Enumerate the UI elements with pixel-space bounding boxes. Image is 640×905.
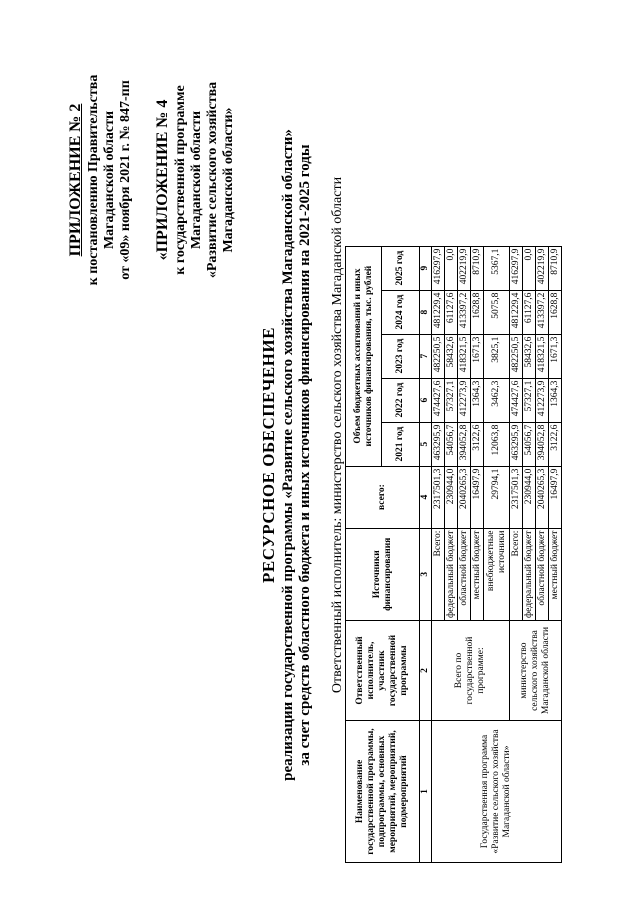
- inner-appendix-title: «ПРИЛОЖЕНИЕ № 4: [154, 99, 171, 261]
- responsible-executor: Ответственный исполнитель: министерство сельского хозяйства Магаданской области: [330, 176, 345, 694]
- header-year: 2025 год: [382, 246, 420, 290]
- header-year: 2024 год: [382, 290, 420, 334]
- funding-source: федеральный бюджет: [523, 528, 536, 620]
- value-cell: 413397,2: [458, 290, 471, 334]
- header-source: Источники финансирования: [346, 528, 420, 620]
- value-cell: 5367,1: [484, 246, 510, 290]
- value-cell: 12063,8: [484, 422, 510, 466]
- value-cell: 230944,0: [445, 466, 458, 528]
- value-cell: 57327,1: [523, 378, 536, 422]
- column-number: 6: [420, 378, 432, 422]
- value-cell: 394052,8: [536, 422, 549, 466]
- value-cell: 463295,9: [510, 422, 523, 466]
- column-number: 9: [420, 246, 432, 290]
- funding-source: Всего:: [510, 528, 523, 620]
- inner-appendix-line: «Развитие сельского хозяйства: [205, 81, 220, 279]
- value-cell: 418321,5: [536, 334, 549, 378]
- column-number: 5: [420, 422, 432, 466]
- appendix-line: от «09» ноября 2021 г. № 847-пп: [118, 80, 133, 280]
- value-cell: 2040265,3: [536, 466, 549, 528]
- value-cell: 3122,6: [549, 422, 562, 466]
- value-cell: 61127,6: [523, 290, 536, 334]
- value-cell: 8710,9: [471, 246, 484, 290]
- funding-source: местный бюджет: [549, 528, 562, 620]
- value-cell: 481229,4: [510, 290, 523, 334]
- appendix-block: [68, 40, 134, 320]
- column-number: 4: [420, 466, 432, 528]
- value-cell: 29794,1: [484, 466, 510, 528]
- header-executor: Ответственный исполнитель, участник государственной программы: [346, 621, 420, 721]
- column-number: 2: [420, 621, 432, 721]
- column-number: 3: [420, 528, 432, 620]
- value-cell: 16497,9: [471, 466, 484, 528]
- value-cell: 3462,3: [484, 378, 510, 422]
- header-name: Наименование государственной программы, подпрограммы, основных мероприятий, мероприятий, подмероприятий: [346, 721, 420, 863]
- value-cell: 474427,6: [510, 378, 523, 422]
- document-title: [260, 45, 314, 865]
- funding-source: местный бюджет: [471, 528, 484, 620]
- title-heading: РЕСУРСНОЕ ОБЕСПЕЧЕНИЕ: [259, 327, 278, 583]
- value-cell: 3122,6: [471, 422, 484, 466]
- value-cell: 1671,3: [471, 334, 484, 378]
- header-funding-group: Объем бюджетных ассигнований и иных источников финансирования, тыс. рублей: [346, 246, 382, 466]
- value-cell: 230944,0: [523, 466, 536, 528]
- title-line: за счет средств областного бюджета и иных источников финансирования на 2021-2025 годы: [297, 144, 313, 766]
- value-cell: 54056,7: [523, 422, 536, 466]
- value-cell: 402219,9: [536, 246, 549, 290]
- value-cell: 58432,6: [445, 334, 458, 378]
- value-cell: 1628,8: [549, 290, 562, 334]
- value-cell: 418321,5: [458, 334, 471, 378]
- value-cell: 2040265,3: [458, 466, 471, 528]
- resource-table: [345, 246, 562, 863]
- header-total: всего:: [346, 466, 420, 528]
- executor-cell: министерство сельского хозяйства Магаданской области: [510, 621, 562, 721]
- value-cell: 1628,8: [471, 290, 484, 334]
- value-cell: 8710,9: [549, 246, 562, 290]
- value-cell: 0,0: [523, 246, 536, 290]
- value-cell: 0,0: [445, 246, 458, 290]
- column-number: 1: [420, 721, 432, 863]
- value-cell: 412273,9: [458, 378, 471, 422]
- value-cell: 57327,1: [445, 378, 458, 422]
- value-cell: 3825,1: [484, 334, 510, 378]
- inner-appendix-line: к государственной программе: [173, 85, 188, 275]
- value-cell: 481229,4: [432, 290, 445, 334]
- header-year: 2022 год: [382, 378, 420, 422]
- value-cell: 16497,9: [549, 466, 562, 528]
- value-cell: 402219,9: [458, 246, 471, 290]
- value-cell: 482250,5: [510, 334, 523, 378]
- inner-appendix-line: Магаданской области»: [221, 107, 236, 253]
- value-cell: 412273,9: [536, 378, 549, 422]
- value-cell: 61127,6: [445, 290, 458, 334]
- value-cell: 54056,7: [445, 422, 458, 466]
- appendix-title: ПРИЛОЖЕНИЕ № 2: [67, 103, 84, 257]
- value-cell: 463295,9: [432, 422, 445, 466]
- column-number: 8: [420, 290, 432, 334]
- value-cell: 1671,3: [549, 334, 562, 378]
- title-line: реализации государственной программы «Развитие сельского хозяйства Магаданской области»: [280, 129, 296, 781]
- funding-source: областной бюджет: [536, 528, 549, 620]
- value-cell: 5075,8: [484, 290, 510, 334]
- value-cell: 58432,6: [523, 334, 536, 378]
- header-year: 2021 год: [382, 422, 420, 466]
- appendix-line: к постановлению Правительства: [86, 74, 101, 286]
- inner-appendix-block: [155, 40, 237, 320]
- column-number: 7: [420, 334, 432, 378]
- funding-source: областной бюджет: [458, 528, 471, 620]
- value-cell: 1364,3: [549, 378, 562, 422]
- inner-appendix-line: Магаданской области: [189, 110, 204, 250]
- value-cell: 416297,9: [432, 246, 445, 290]
- value-cell: 1364,3: [471, 378, 484, 422]
- value-cell: 2317501,3: [510, 466, 523, 528]
- value-cell: 474427,6: [432, 378, 445, 422]
- value-cell: 2317501,3: [432, 466, 445, 528]
- funding-source: федеральный бюджет: [445, 528, 458, 620]
- funding-source: внебюджетные источники: [484, 528, 510, 620]
- header-year: 2023 год: [382, 334, 420, 378]
- funding-source: Всего:: [432, 528, 445, 620]
- program-name-cell: Государственная программа «Развитие сельского хозяйства Магаданской области»: [432, 721, 562, 863]
- value-cell: 394052,8: [458, 422, 471, 466]
- value-cell: 416297,9: [510, 246, 523, 290]
- value-cell: 482250,5: [432, 334, 445, 378]
- appendix-line: Магаданской области: [102, 110, 117, 250]
- executor-cell: Всего по государственной программе:: [432, 621, 510, 721]
- value-cell: 413397,2: [536, 290, 549, 334]
